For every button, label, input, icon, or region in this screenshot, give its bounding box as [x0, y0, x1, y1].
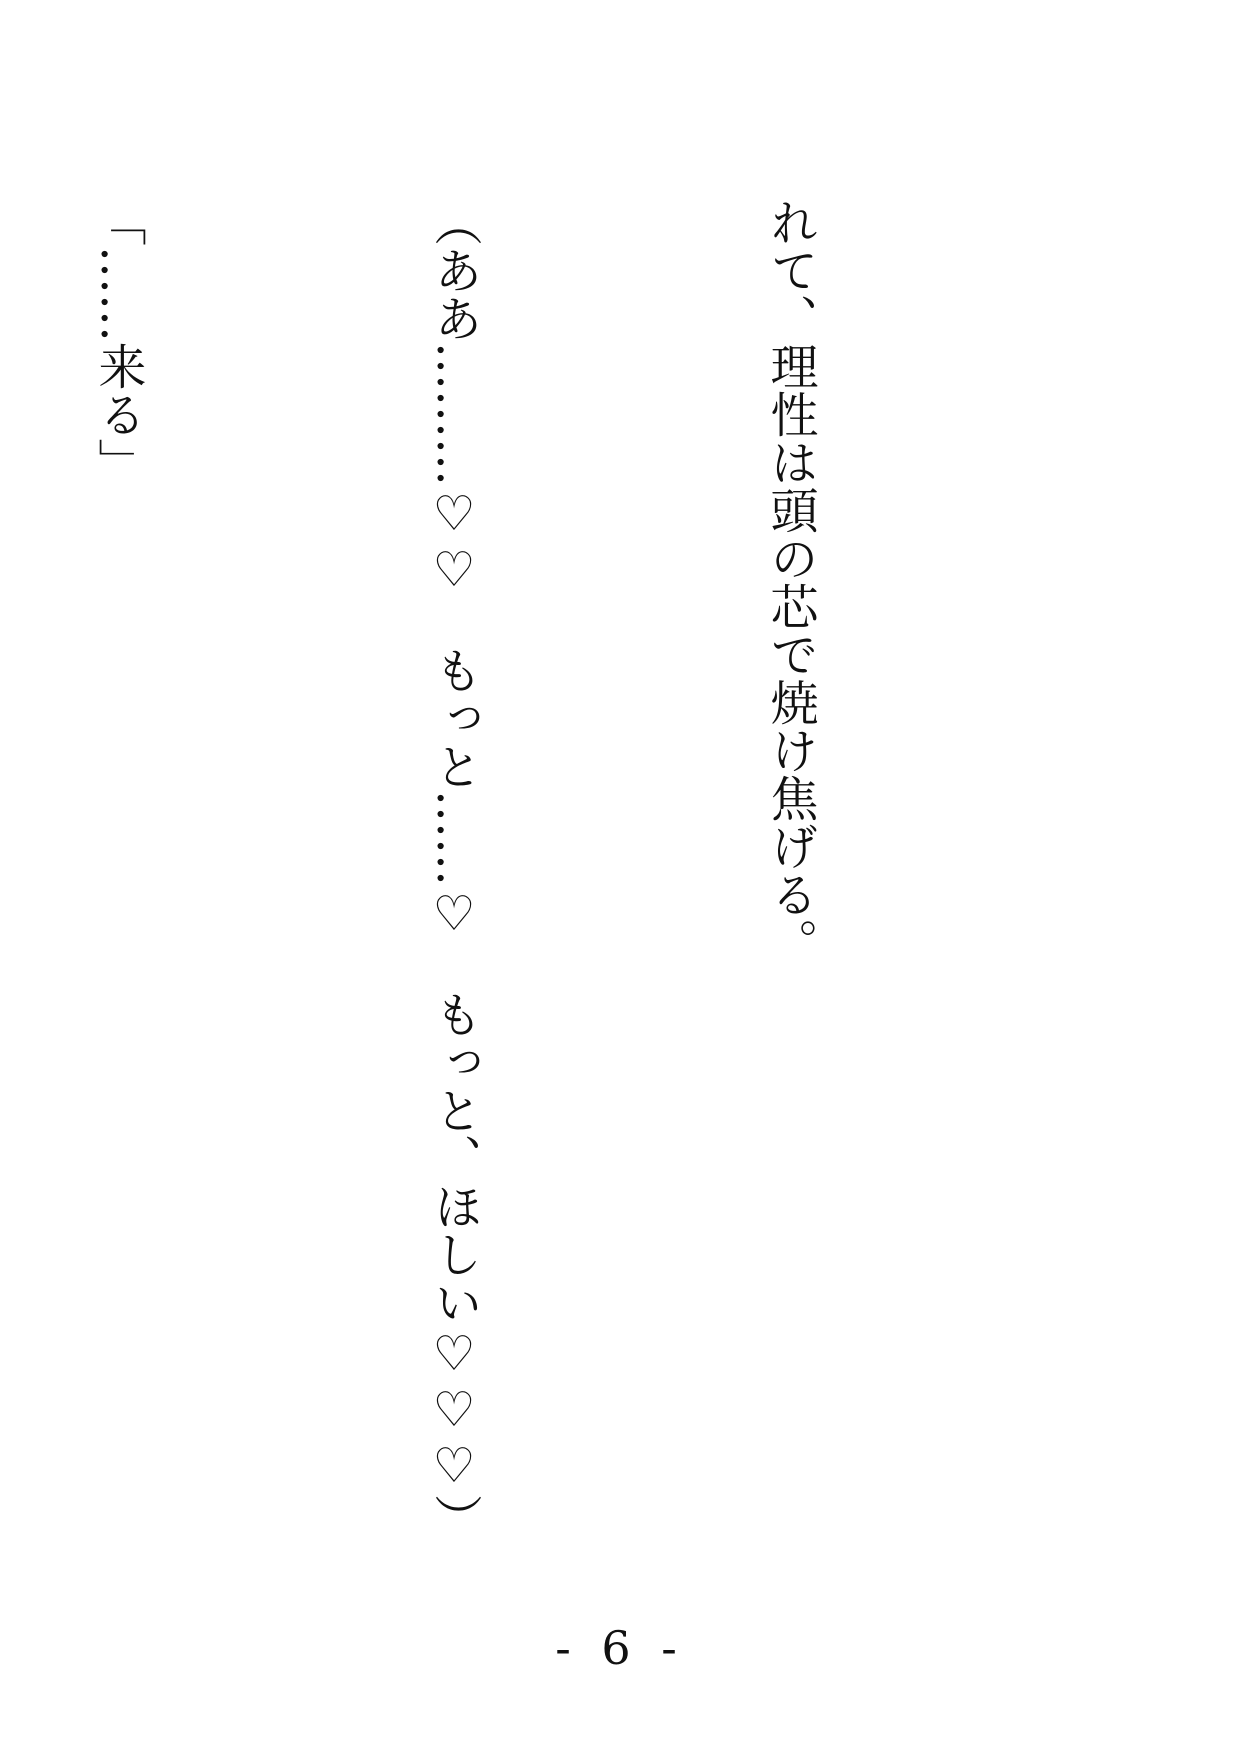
- text-line-3: 「……来る」: [90, 198, 146, 486]
- text-line-2: （ああ………♡♡ もっと……♡ もっと、ほしい♡♡♡）: [426, 198, 482, 1542]
- vertical-text-body: [90, 198, 1070, 1542]
- page-number: - 6 -: [555, 1621, 685, 1675]
- text-line-1: れて、理性は頭の芯で焼け焦げる。: [762, 198, 818, 966]
